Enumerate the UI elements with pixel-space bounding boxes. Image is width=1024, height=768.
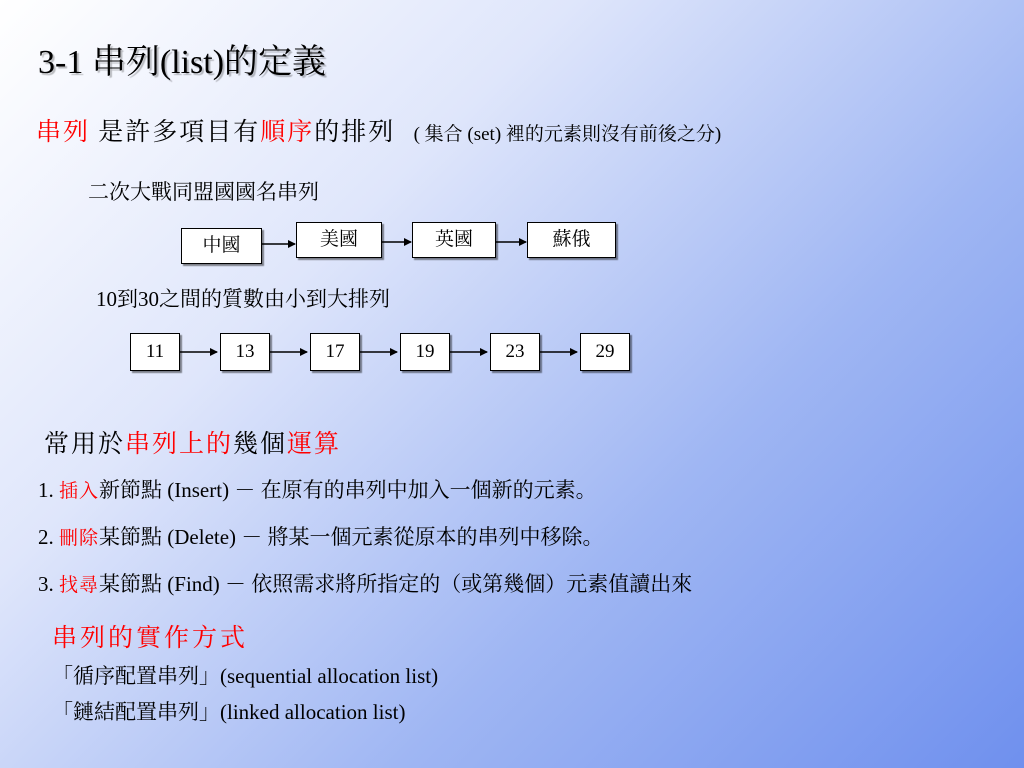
prime-node: 19 [400,333,450,371]
definition-term: 串列 [36,119,91,146]
implementation-linked [52,696,405,726]
prime-node: 13 [220,333,270,371]
prime-node: 17 [310,333,360,371]
operation-text: 某節點 (Delete) － 將某一個元素從原本的串列中移除。 [99,525,604,549]
definition-note: ( 集合 (set) 裡的元素則沒有前後之分) [413,124,722,145]
operation-keyword: 找尋 [59,575,100,596]
operation-insert [38,474,597,504]
prime-node: 11 [130,333,180,371]
operation-keyword: 插入 [59,481,100,502]
operation-number: 1. [38,478,54,502]
country-node: 美國 [296,222,382,258]
implementation-english: (linked allocation list) [220,700,406,724]
definition-text-1: 是許多項目有 [98,119,261,146]
operations-heading-pre: 常用於 [44,431,126,458]
operation-find [38,568,692,598]
operations-heading-red2: 運算 [287,431,342,458]
operation-delete [38,521,604,551]
implementation-name: 「循序配置串列」 [52,664,220,688]
country-node: 中國 [181,228,262,264]
operations-heading [44,424,341,460]
country-node: 蘇俄 [527,222,616,258]
definition-highlight: 順序 [260,119,315,146]
country-node: 英國 [412,222,496,258]
operation-text: 新節點 (Insert) － 在原有的串列中加入一個新的元素。 [99,478,597,502]
operations-heading-mid: 幾個 [233,431,288,458]
example2-caption: 10到30之間的質數由小到大排列 [96,287,390,311]
operations-heading-red1: 串列上的 [125,431,234,458]
definition-text-2: 的排列 [314,119,396,146]
implementation-heading: 串列的實作方式 [52,625,249,652]
implementation-english: (sequential allocation list) [220,664,439,688]
prime-node: 29 [580,333,630,371]
implementation-sequential [52,660,438,690]
operation-text: 某節點 (Find) － 依照需求將所指定的（或第幾個）元素值讀出來 [99,572,693,596]
implementation-name: 「鏈結配置串列」 [52,700,220,724]
page-title: 3-1 串列(list)的定義 [38,44,327,81]
operation-number: 3. [38,572,54,596]
prime-node: 23 [490,333,540,371]
operation-number: 2. [38,525,54,549]
operation-keyword: 刪除 [59,528,100,549]
example1-caption: 二次大戰同盟國國名串列 [88,180,319,204]
